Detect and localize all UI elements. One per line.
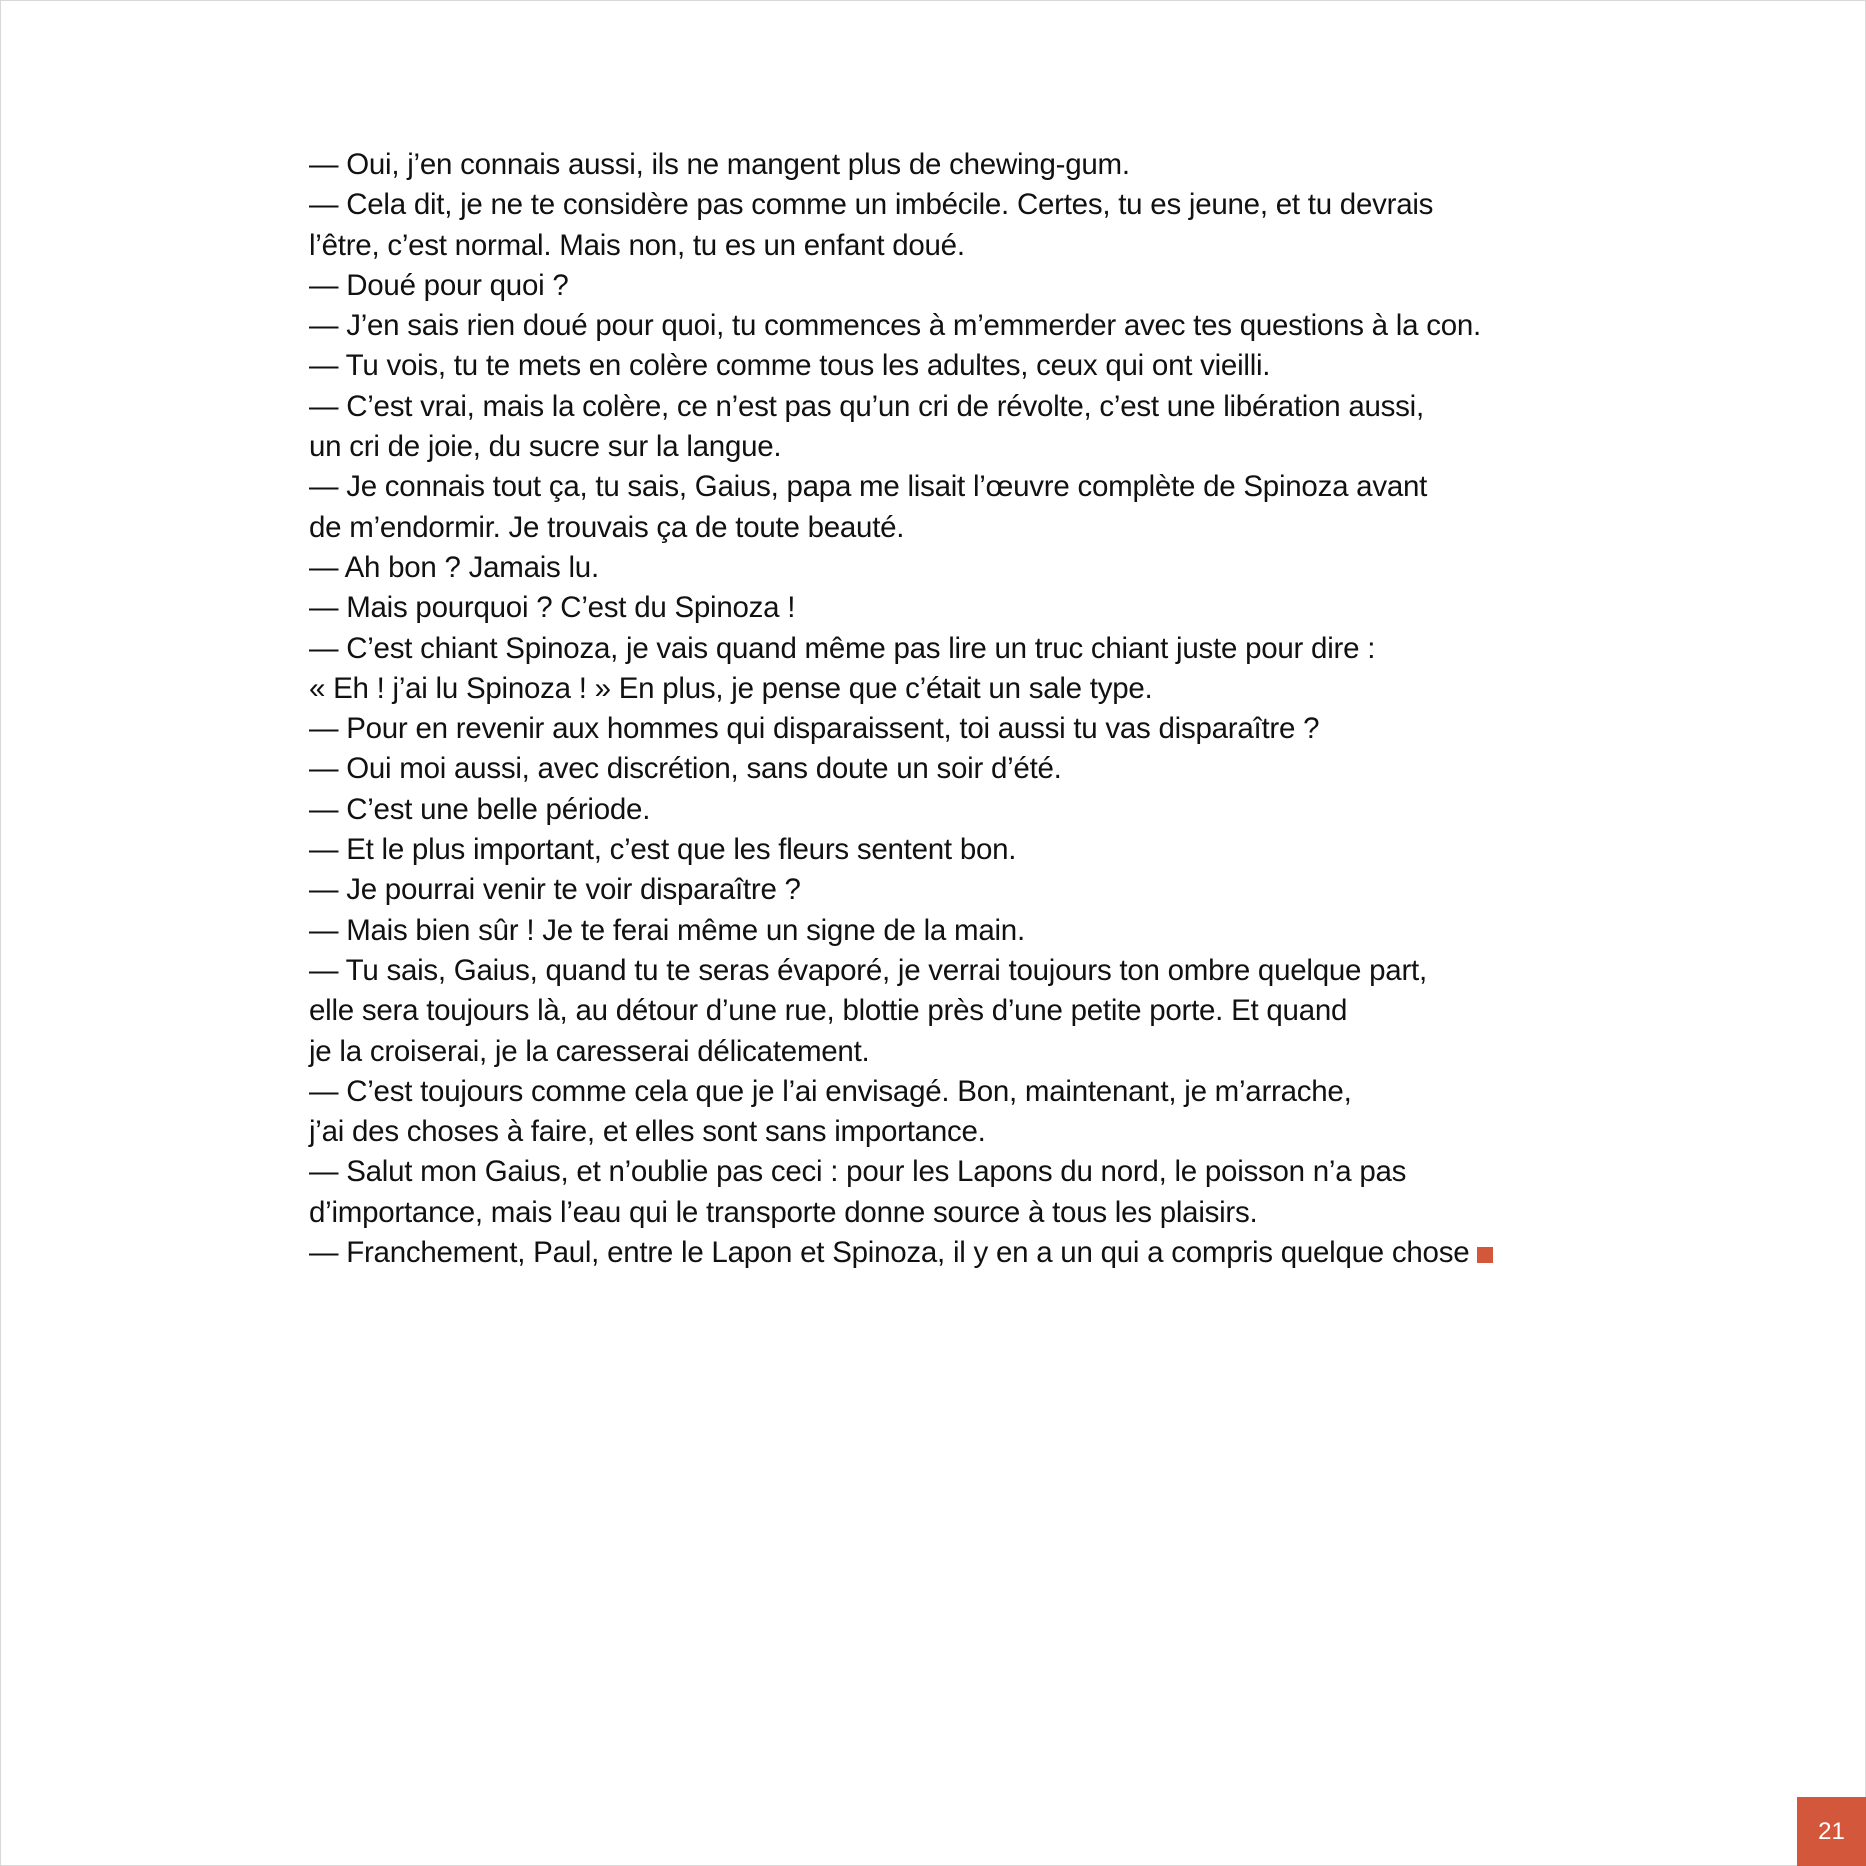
page-number: 21 xyxy=(1818,1817,1845,1845)
text-line: — Tu sais, Gaius, quand tu te seras évaporé, je verrai toujours ton ombre quelque part, xyxy=(309,953,1427,987)
dialogue-text-block xyxy=(309,145,1599,1273)
text-line: — Je pourrai venir te voir disparaître ? xyxy=(309,873,801,907)
text-line: d’importance, mais l’eau qui le transporte donne source à tous les plaisirs. xyxy=(309,1195,1258,1229)
text-line-last xyxy=(309,1233,1599,1273)
text-line: elle sera toujours là, au détour d’une rue, blottie près d’une petite porte. Et quand xyxy=(309,994,1348,1028)
text-line: — Ah bon ? Jamais lu. xyxy=(309,550,599,584)
text-line: j’ai des choses à faire, et elles sont sans importance. xyxy=(309,1115,986,1149)
text-line: — C’est vrai, mais la colère, ce n’est pas qu’un cri de révolte, c’est une libération aussi, xyxy=(309,389,1424,423)
text-line: « Eh ! j’ai lu Spinoza ! » En plus, je pense que c’était un sale type. xyxy=(309,671,1153,705)
text-line: — Cela dit, je ne te considère pas comme un imbécile. Certes, tu es jeune, et tu devrais xyxy=(309,188,1434,222)
text-line: — Tu vois, tu te mets en colère comme tous les adultes, ceux qui ont vieilli. xyxy=(309,349,1271,383)
text-line: — Mais bien sûr ! Je te ferai même un signe de la main. xyxy=(309,913,1025,947)
text-line: — Oui moi aussi, avec discrétion, sans doute un soir d’été. xyxy=(309,752,1062,786)
text-line: de m’endormir. Je trouvais ça de toute beauté. xyxy=(309,510,905,544)
text-line: — Doué pour quoi ? xyxy=(309,268,569,302)
text-line: — Pour en revenir aux hommes qui disparaissent, toi aussi tu vas disparaître ? xyxy=(309,712,1320,746)
page-number-box xyxy=(1797,1797,1866,1866)
text-line: je la croiserai, je la caresserai délicatement. xyxy=(309,1034,870,1068)
text-line: — Oui, j’en connais aussi, ils ne mangent plus de chewing-gum. xyxy=(309,148,1130,181)
text-line: — C’est chiant Spinoza, je vais quand même pas lire un truc chiant juste pour dire : xyxy=(309,631,1376,665)
text-line: — Je connais tout ça, tu sais, Gaius, papa me lisait l’œuvre complète de Spinoza avant xyxy=(309,470,1428,504)
text-line: — C’est une belle période. xyxy=(309,792,651,826)
text-line: l’être, c’est normal. Mais non, tu es un enfant doué. xyxy=(309,228,965,262)
text-line: — Et le plus important, c’est que les fleurs sentent bon. xyxy=(309,833,1017,867)
last-line-text: — Franchement, Paul, entre le Lapon et Spinoza, il y en a un qui a compris quelque chose xyxy=(309,1236,1470,1270)
text-line: — Mais pourquoi ? C’est du Spinoza ! xyxy=(309,591,796,625)
text-line: — C’est toujours comme cela que je l’ai envisagé. Bon, maintenant, je m’arrache, xyxy=(309,1074,1352,1108)
end-of-text-square-icon xyxy=(1477,1247,1493,1263)
text-line: un cri de joie, du sucre sur la langue. xyxy=(309,430,782,464)
text-line: — Salut mon Gaius, et n’oublie pas ceci : pour les Lapons du nord, le poisson n’a pas xyxy=(309,1155,1407,1189)
text-line: — J’en sais rien doué pour quoi, tu commences à m’emmerder avec tes questions à la con. xyxy=(309,309,1481,343)
